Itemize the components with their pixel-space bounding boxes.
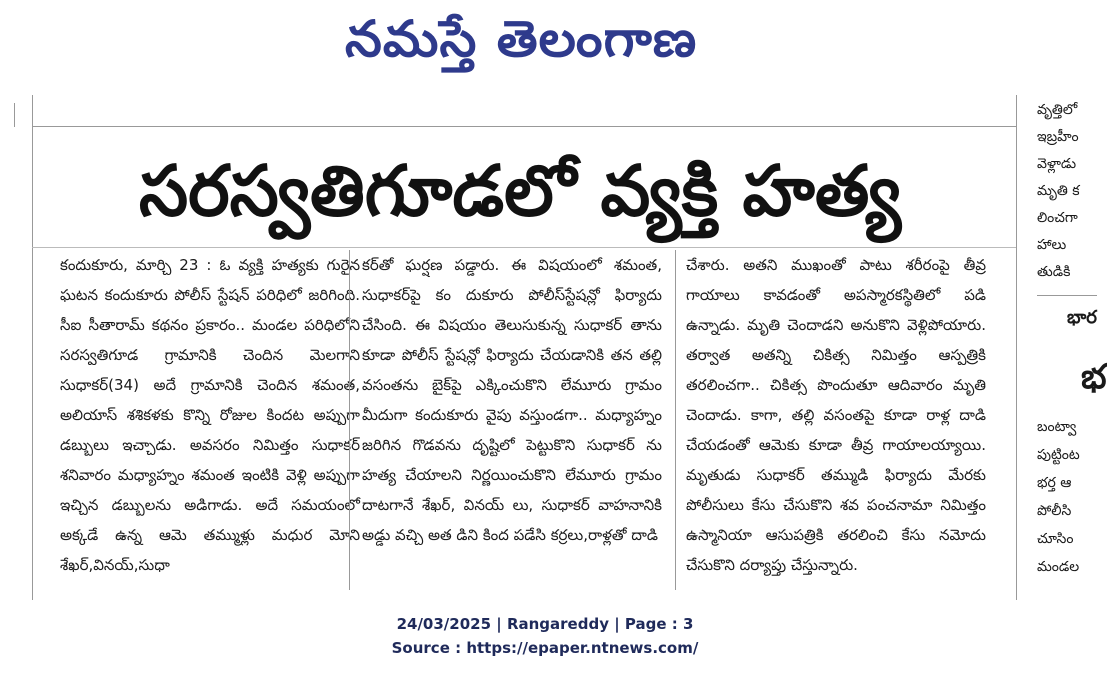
article-body <box>0 250 1016 590</box>
adjacent-article-strip <box>1016 95 1107 600</box>
adjacent-subhead: భార <box>1067 307 1097 328</box>
text-line: లించగా <box>1037 210 1078 226</box>
masthead <box>0 0 1090 90</box>
page-footer <box>0 612 1090 660</box>
newspaper-logo: నమస్తే తెలంగాణ <box>345 10 698 68</box>
text-line: వెళ్లాడు <box>1037 156 1077 172</box>
text-line: మండల <box>1037 559 1080 575</box>
text-line: చూసిం <box>1037 531 1074 547</box>
article-headline: సరస్వతిగూడలో వ్యక్తి హత్య <box>138 150 902 232</box>
column-divider <box>349 250 350 590</box>
margin-mark <box>0 103 15 127</box>
article-column-1: కందుకూరు, మార్చి 23 : ఓ వ్యక్తి హత్యకు గురైన ఘటన కందుకూరు పోలీస్ స్టేషన్ పరిధిలో జరిగింది. సీఐ సీతారామ్ కథనం ప్రకారం.. మండల పరిధిలోని సరస్వతిగూడ గ్రామానికి చెందిన మెలగాని సుధాకర్(34) అదే గ్రామానికి చెందిన శమంత, అలియాస్ శశికళకు కొన్ని రోజుల కిందట అప్పుగా డబ్బులు ఇచ్చాడు. అవసరం నిమిత్తం సుధాకర్ శనివారం మధ్యాహ్నం శమంత ఇంటికి వెళ్లి అప్పుగా ఇచ్చిన డబ్బులను అడిగాడు. అదే సమయంలో అక్కడే ఉన్న ఆమె తమ్ముళ్లు మధుర మోని శేఖర్,వినయ్,సుధా <box>60 256 360 574</box>
adjacent-headline: భ <box>1081 357 1107 397</box>
text-line: మృతి క <box>1037 183 1080 199</box>
adjacent-article-text-bottom <box>1037 413 1097 581</box>
source-link[interactable]: Source : https://epaper.ntnews.com/ <box>391 639 699 657</box>
edition-info: 24/03/2025 | Rangareddy | Page : 3 <box>396 615 694 633</box>
strip-rule <box>1037 295 1097 296</box>
article-column-3: చేశారు. అతని ముఖంతో పాటు శరీరంపై తీవ్ర గాయాలు కావడంతో అపస్మారకస్థితిలో పడి ఉన్నాడు. మృతి చెందాడని అనుకొని వెళ్లిపోయారు. తర్వాత అతన్ని చికిత్స నిమిత్తం ఆస్పత్రికి తరలించగా.. చికిత్స పొందుతూ ఆదివారం మృతి చెందాడు. కాగా, తల్లి వసంతపై కూడా రాళ్ల దాడి చేయడంతో ఆమెకు కూడా తీవ్ర గాయాలయ్యాయి. మృతుడు సుధాకర్ తమ్ముడి ఫిర్యాదు మేరకు పోలీసులు కేసు చేసుకొని శవ పంచనామా నిమిత్తం ఉస్మానియా ఆసుపత్రికి తరలించి కేసు నమోదు చేసుకొని దర్యాప్తు చేస్తున్నారు. <box>686 256 986 574</box>
text-line: భర్త ఆ <box>1037 475 1072 491</box>
text-line: పోలీసి <box>1037 503 1072 519</box>
text-line: తుడికి <box>1037 264 1071 280</box>
top-rule <box>32 126 1016 127</box>
text-line: హాలు <box>1037 237 1067 253</box>
text-line: ఇబ్రహీం <box>1037 129 1079 145</box>
headline-rule <box>32 247 1016 248</box>
text-line: బంట్వా <box>1037 419 1077 435</box>
adjacent-article-text-top <box>1037 97 1097 286</box>
column-divider <box>675 250 676 590</box>
text-line: వృత్తిలో <box>1037 102 1078 118</box>
newspaper-clipping <box>0 95 1107 600</box>
article-column-2: కర్‌తో ఘర్షణ పడ్డారు. ఈ విషయంలో శమంత, సుధాకర్‌పై కం దుకూరు పోలీస్‌స్టేషన్లో ఫిర్యాదు చేసింది. ఈ విషయం తెలుసుకున్న సుధాకర్ తాను కూడా పోలీస్ స్టేషన్లో ఫిర్యాదు చేయడానికి తన తల్లి వసంతను బైక్‌పై ఎక్కించుకొని లేమూరు గ్రామం మీదుగా కందుకూరు వైపు వస్తుండగా.. మధ్యాహ్నం జరిగిన గొడవను దృష్టిలో పెట్టుకొని సుధాకర్ ను హత్య చేయాలని నిర్ణయించుకొని లేమూరు గ్రామం దాటగానే శేఖర్, వినయ్ లు, సుధాకర్ వాహనానికి అడ్డు వచ్చి అత డిని కింద పడేసి కర్రలు,రాళ్లతో దాడి <box>362 256 662 544</box>
text-line: పుట్టింట <box>1037 447 1080 463</box>
